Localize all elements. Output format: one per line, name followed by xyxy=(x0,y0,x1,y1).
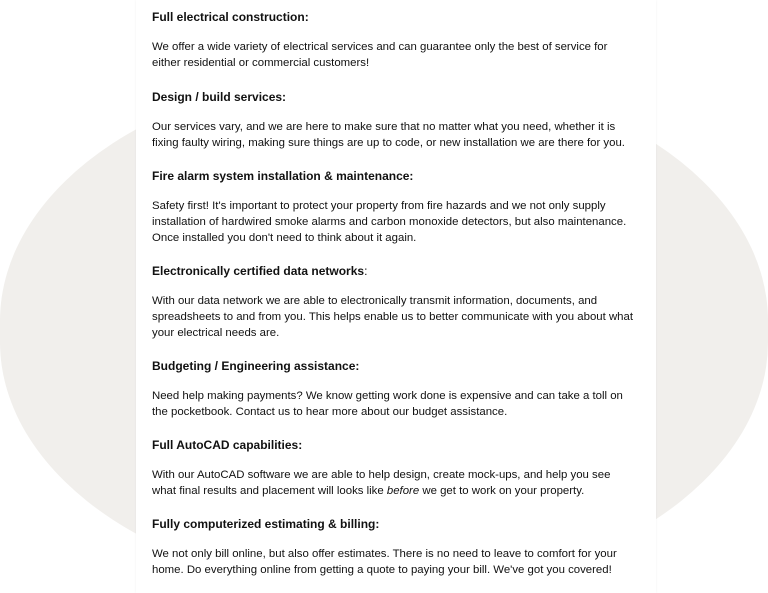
section-body-text: With our AutoCAD software we are able to help design, create mock-ups, and help you see what final results and placement will looks like xyxy=(152,469,611,497)
section-heading: Full electrical construction: xyxy=(152,10,309,24)
section-heading-suffix: : xyxy=(364,264,368,278)
section-heading: Fully computerized estimating & billing: xyxy=(152,517,380,531)
section-heading xyxy=(152,263,647,279)
section-heading: Design / build services: xyxy=(152,90,287,104)
section-heading: Fire alarm system installation & maintenance: xyxy=(152,169,414,183)
section-body: Need help making payments? We know getting work done is expensive and can take a toll on the pocketbook. Contact us to hear more about our budget assistance. xyxy=(152,390,623,418)
section-full-electrical-construction xyxy=(152,9,647,71)
section-body-emphasis: before xyxy=(386,485,420,497)
section-body: We offer a wide variety of electrical services and can guarantee only the best of service for either residential or commercial customers! xyxy=(152,41,608,69)
section-body: Safety first! It's important to protect your property from fire hazards and we not only supply installation of hardwired smoke alarms and carbon monoxide detectors, but also maintenance. Once installed you don't need to think about it again. xyxy=(152,200,627,244)
section-autocad xyxy=(152,437,647,499)
section-body xyxy=(152,467,647,499)
section-body: Our services vary, and we are here to make sure that no matter what you need, whether it is fixing faulty wiring, making sure things are up to code, or new installation we are there for you. xyxy=(152,121,625,149)
section-data-networks xyxy=(152,263,647,341)
section-heading: Full AutoCAD capabilities: xyxy=(152,438,303,452)
section-body-text-end: we get to work on your property. xyxy=(419,485,585,497)
section-fire-alarm xyxy=(152,168,647,246)
section-design-build-services xyxy=(152,89,647,151)
section-budgeting-engineering xyxy=(152,358,647,420)
section-heading-text: Electronically certified data networks xyxy=(152,264,365,278)
section-heading: Budgeting / Engineering assistance: xyxy=(152,359,360,373)
section-estimating-billing xyxy=(152,516,647,578)
section-body: With our data network we are able to electronically transmit information, documents, and spreadsheets to and from you. This helps enable us to better communicate with you about what your electrical needs are. xyxy=(152,295,634,339)
section-body: We not only bill online, but also offer estimates. There is no need to leave to comfort for your home. Do everything online from getting a quote to paying your bill. We've got you covered! xyxy=(152,548,617,576)
